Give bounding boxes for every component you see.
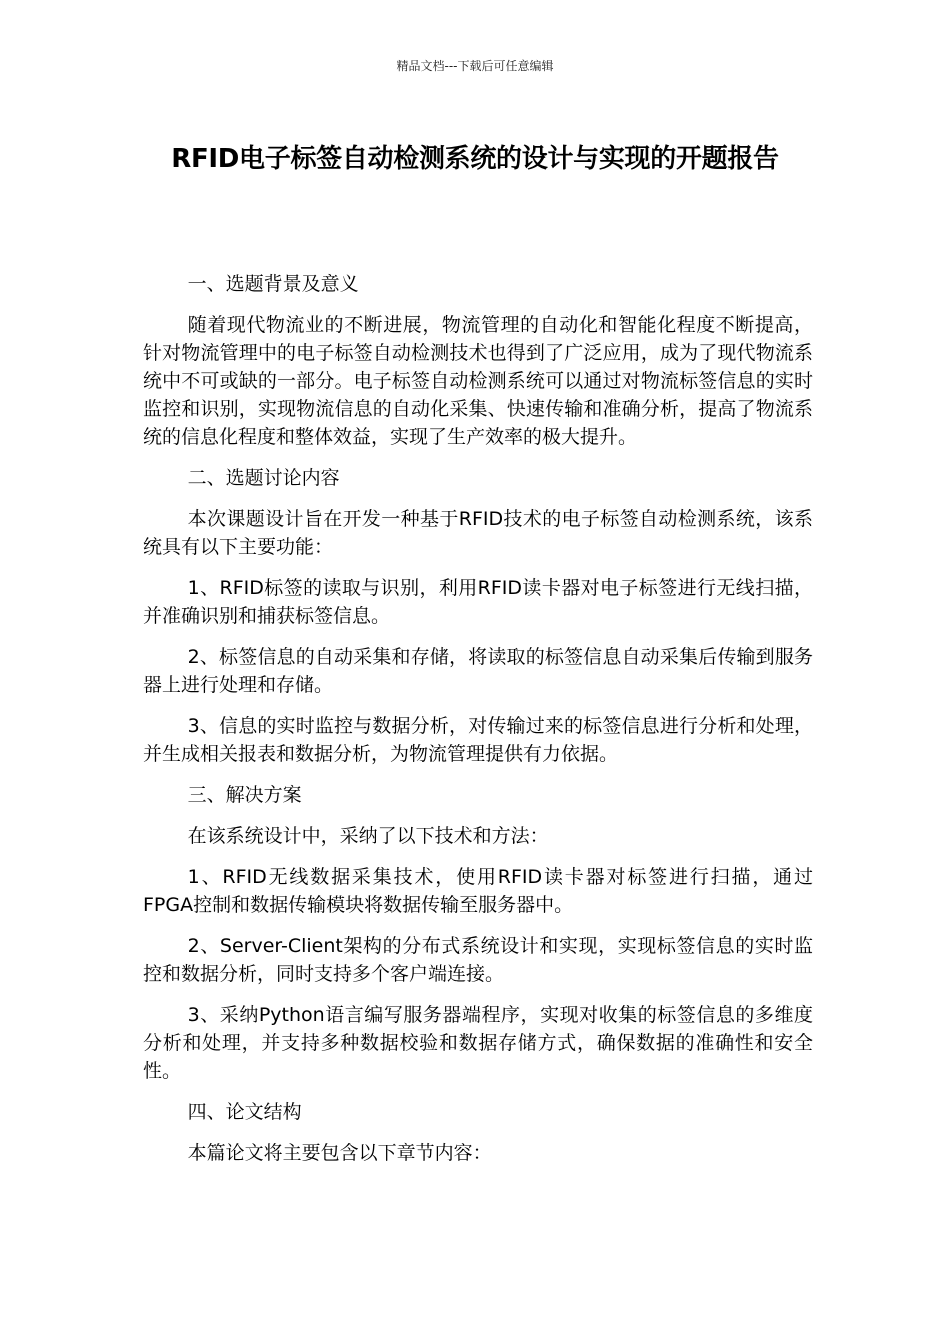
list-item: 2、标签信息的自动采集和存储，将读取的标签信息自动采集后传输到服务器上进行处理和存储。 [143, 646, 813, 696]
page-header: 精品文档---下载后可任意编辑 [396, 59, 554, 73]
document-title: RFID电子标签自动检测系统的设计与实现的开题报告 [171, 144, 779, 174]
paragraph: 在该系统设计中，采纳了以下技术和方法： [187, 825, 549, 847]
list-item: 3、采纳Python语言编写服务器端程序，实现对收集的标签信息的多维度分析和处理，并支持多种数据校验和数据存储方式，确保数据的准确性和安全性。 [143, 1004, 813, 1082]
section-heading: 二、选题讨论内容 [187, 467, 340, 489]
paragraph: 本次课题设计旨在开发一种基于RFID技术的电子标签自动检测系统，该系统具有以下主要功能： [143, 508, 813, 558]
section-heading: 一、选题背景及意义 [187, 273, 359, 295]
section-heading: 三、解决方案 [187, 784, 302, 806]
document-body [143, 270, 813, 1180]
paragraph: 本篇论文将主要包含以下章节内容： [187, 1142, 492, 1164]
list-item: 1、RFID标签的读取与识别，利用RFID读卡器对电子标签进行无线扫描，并准确识别和捕获标签信息。 [143, 577, 813, 627]
paragraph: 随着现代物流业的不断进展，物流管理的自动化和智能化程度不断提高，针对物流管理中的电子标签自动检测技术也得到了广泛应用，成为了现代物流系统中不可或缺的一部分。电子标签自动检测系统可以通过对物流标签信息的实时监控和识别，实现物流信息的自动化采集、快速传输和准确分析，提高了物流系统的信息化程度和整体效益，实现了生产效率的极大提升。 [143, 314, 813, 448]
list-item: 2、Server-Client架构的分布式系统设计和实现，实现标签信息的实时监控和数据分析，同时支持多个客户端连接。 [143, 935, 813, 985]
list-item: 3、信息的实时监控与数据分析，对传输过来的标签信息进行分析和处理，并生成相关报表和数据分析，为物流管理提供有力依据。 [143, 715, 813, 765]
list-item: 1、RFID无线数据采集技术，使用RFID读卡器对标签进行扫描，通过FPGA控制和数据传输模块将数据传输至服务器中。 [143, 866, 813, 916]
section-heading: 四、论文结构 [187, 1101, 302, 1123]
